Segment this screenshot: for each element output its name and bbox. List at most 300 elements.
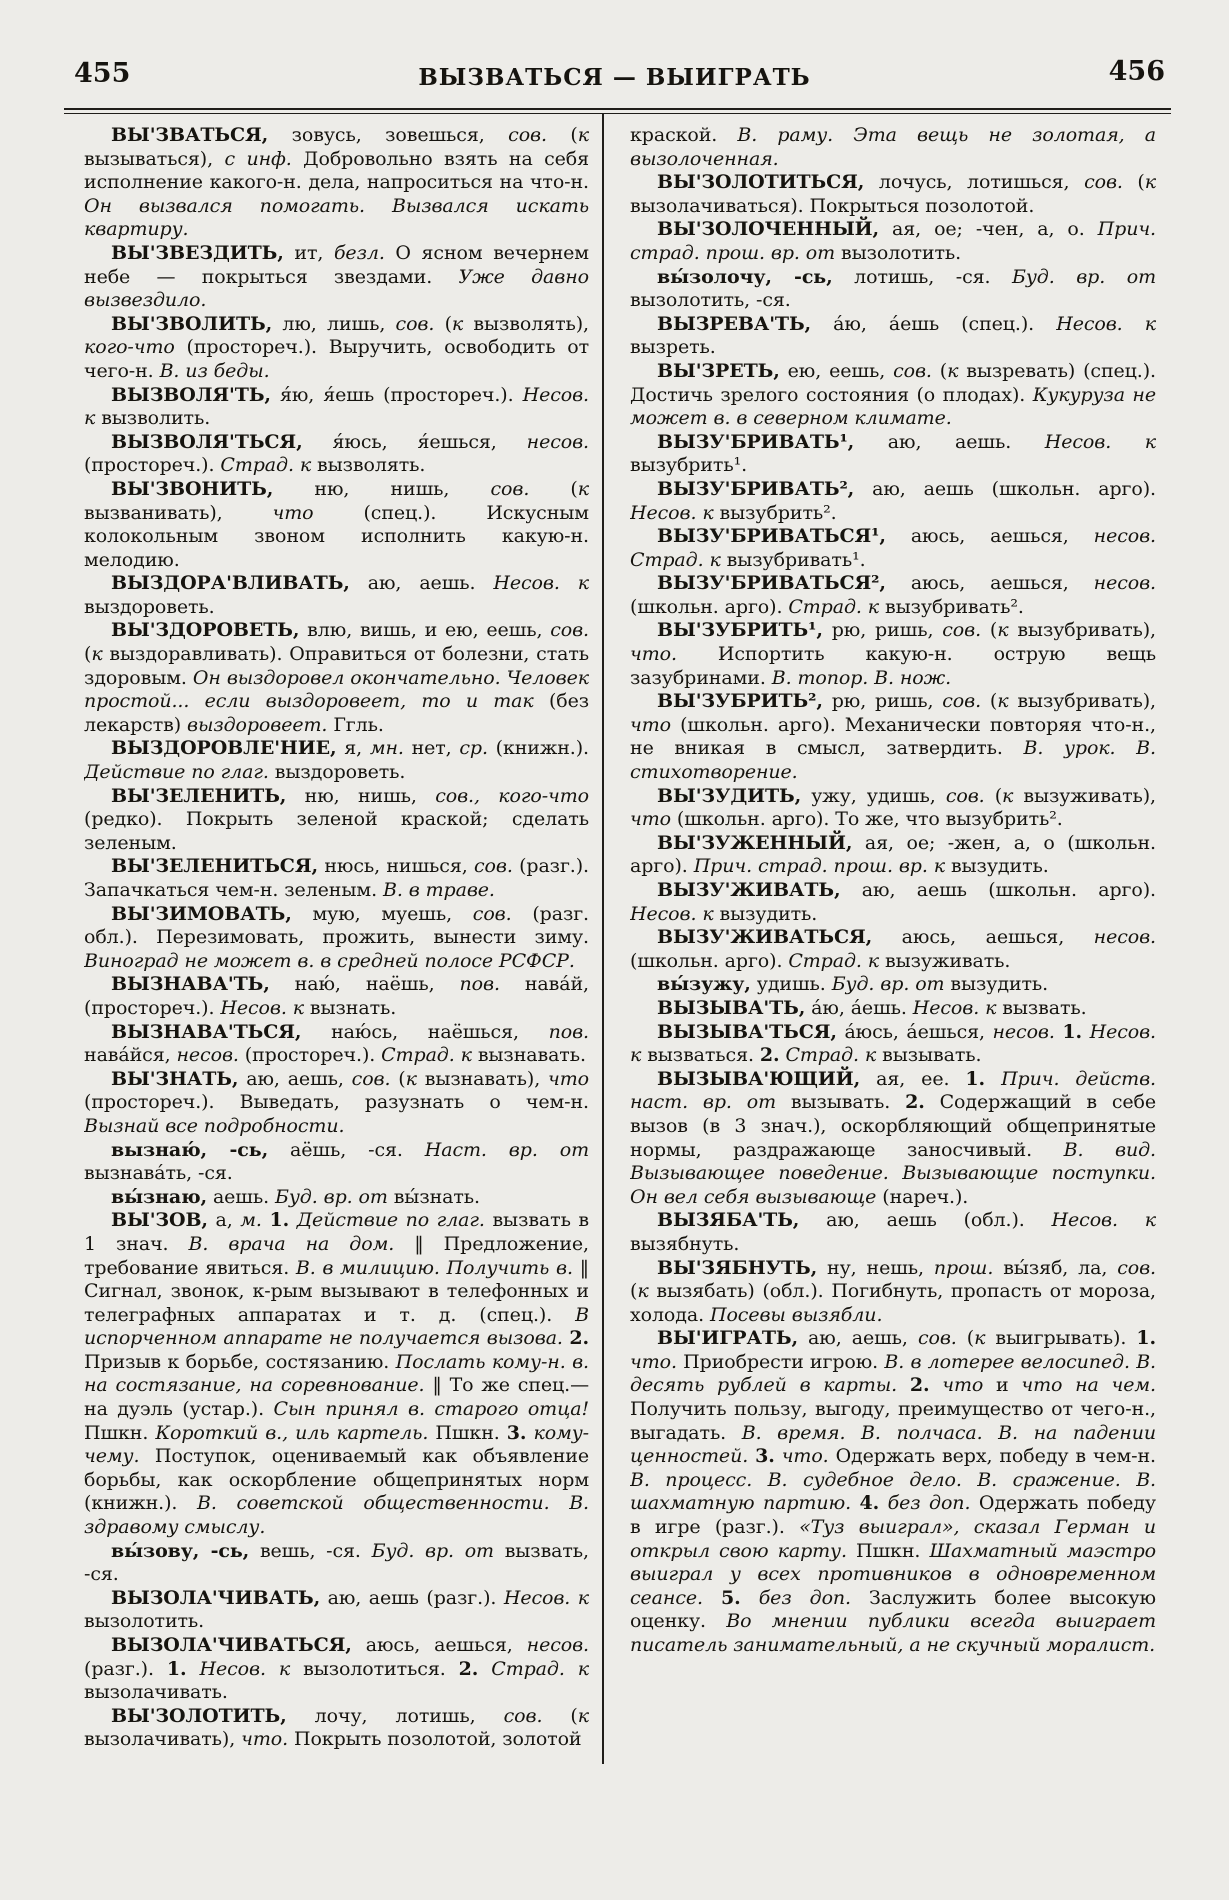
entry-regular-text: (без лекарств) [84, 690, 589, 736]
entry-regular-text: ( [630, 1280, 638, 1303]
entry-regular-text: ( [546, 124, 578, 146]
entry-regular-text: вы́зяб, ла, [993, 1256, 1118, 1279]
entry-italic-text: что. [630, 643, 677, 666]
entry-bold-text: 1. [965, 1067, 986, 1090]
entry-regular-text: влю, вишь, и ею, еешь, [299, 619, 551, 642]
entry-regular-text: выздоравливать). Оправиться от болезни, стать здоровым. [84, 643, 589, 689]
entry-italic-text: Буд. вр. от [275, 1185, 388, 1208]
entry-italic-text: что на чем. [1021, 1374, 1156, 1397]
dictionary-entry [84, 313, 589, 384]
entry-regular-text: вызолотиться. [290, 1657, 459, 1680]
dictionary-entry [84, 855, 589, 902]
entry-bold-text: ВЫ'ЗУБРИТЬ¹, [657, 619, 823, 642]
entry-italic-text: сов. [395, 312, 435, 335]
entry-italic-text: Он вызвался помогать. Вызвался искать квартиру. [84, 194, 589, 241]
entry-regular-text: Пшкн. [846, 1539, 930, 1562]
entry-regular-text: нет, [403, 737, 460, 760]
entry-italic-text: несов. [992, 1020, 1055, 1043]
entry-bold-text: ВЫЗУ'БРИВАТЬ¹, [657, 430, 855, 453]
entry-regular-text: вызнава́ть, -ся. [84, 1162, 233, 1185]
entry-regular-text: краской. [630, 124, 738, 146]
entry-bold-text: ВЫЗВОЛЯ'ТЬСЯ, [111, 430, 303, 453]
entry-italic-text: Шахматный маэстро выиграл у всех противников в одновременном сеансе. [630, 1539, 1156, 1609]
entry-regular-text: (спец.). Искусным колокольным звоном исполнить какую-н. мелодию. [84, 501, 589, 571]
entry-bold-text: ВЫЗЫВА'ЮЩИЙ, [657, 1067, 861, 1090]
entry-italic-text: Страд. к [788, 949, 880, 972]
entry-regular-text: вызубривать¹. [720, 548, 866, 571]
entry-italic-text: Буд. вр. от [371, 1539, 494, 1562]
entry-regular-text: (разг.). Запачкаться чем-н. зеленым. [84, 855, 589, 901]
entry-regular-text: ( [931, 359, 948, 382]
entry-bold-text: ВЫ'ЗУДИТЬ, [657, 784, 802, 807]
entry-italic-text: кого-что [84, 336, 175, 359]
entry-italic-text: м. [240, 1209, 262, 1232]
entry-regular-text: рю, ришь, [822, 690, 943, 713]
entry-regular-text: (простореч.). Выведать, разузнать о чем-н. [84, 1091, 589, 1114]
entry-italic-text: что. [781, 1445, 829, 1468]
entry-regular-text: наю́сь, наёшься, [301, 1020, 549, 1043]
entry-regular-text [289, 1209, 297, 1231]
entry-bold-text: 2. [905, 1091, 925, 1114]
entry-italic-text: к [1002, 784, 1014, 807]
entry-bold-text: 1. [1136, 1327, 1156, 1350]
entry-italic-text: к [451, 312, 464, 335]
entry-regular-text: ею, еешь, [779, 359, 894, 382]
entry-italic-text: несов. [1093, 572, 1156, 595]
entry-italic-text: Несов. к [1044, 430, 1156, 453]
entry-regular-text: вызудить. [945, 855, 1049, 878]
entry-italic-text: к [577, 124, 589, 146]
entry-italic-text: Несов. к [1051, 1209, 1156, 1232]
entry-bold-text: ВЫ'ЗОЛОТИТЬ, [111, 1704, 287, 1727]
dictionary-entry [630, 926, 1156, 973]
entry-bold-text: 3. [755, 1445, 775, 1468]
entry-regular-text: аю, аешь (обл.). [799, 1209, 1052, 1232]
entry-bold-text: ВЫ'ЗОЛОЧЕННЫЙ, [657, 218, 880, 241]
entry-regular-text: (нареч.). [876, 1185, 969, 1208]
entry-regular-text: О ясном вечернем небе — покрыться звездами. [84, 241, 589, 288]
entry-italic-text: несов. [526, 430, 589, 453]
entry-bold-text: ВЫ'ЗУЖЕННЫЙ, [657, 831, 853, 854]
entry-regular-text: Содержащий в себе вызов (в 3 знач.), оскорбляющий общепринятые нормы, раздражающе заносчивый. [630, 1091, 1156, 1161]
entry-regular-text: Добровольно взять на себя исполнение какого-н. дела, напроситься на что-н. [84, 147, 589, 194]
entry-regular-text: ая, ее. [860, 1067, 966, 1090]
entry-regular-text: ‖ Предложение, требование явиться. [84, 1232, 589, 1279]
entry-bold-text: ВЫ'ЗВОНИТЬ, [111, 477, 274, 500]
entry-italic-text: В. в милицию. Получить в. [295, 1256, 573, 1279]
entry-italic-text: Посевы вызябли. [709, 1303, 883, 1326]
dictionary-entry [630, 1021, 1156, 1068]
entry-bold-text: 3. [506, 1421, 527, 1444]
entry-regular-text [851, 1492, 859, 1514]
entry-regular-text: Испортить какую-н. острую вещь зазубринами. [630, 643, 1156, 689]
entry-regular-text [897, 1374, 910, 1396]
entry-regular-text: вызревать) (спец.). Достичь зрелого состояния (о плодах). [630, 359, 1156, 406]
entry-regular-text: ( [956, 1327, 975, 1350]
entry-italic-text: к [637, 1280, 649, 1303]
entry-regular-text: аю, аешь, [238, 1067, 352, 1090]
entry-regular-text: Пшкн. [428, 1421, 507, 1444]
entry-italic-text: В. в траве. [382, 879, 495, 901]
entry-regular-text: ит, [283, 241, 334, 264]
entry-italic-text: В. врача на дом. [188, 1232, 395, 1255]
entry-italic-text: с инф. [224, 147, 292, 170]
entry-italic-text: Несов. к [630, 501, 714, 524]
entry-regular-text: (простореч.). [84, 454, 221, 477]
entry-italic-text: Прич. страд. прош. вр. к [693, 855, 945, 878]
entry-regular-text: аюсь, аешься, [885, 525, 1094, 548]
entry-italic-text: Страд. к [785, 1044, 877, 1067]
entry-italic-text: Несов. к [84, 383, 589, 430]
entry-italic-text: к [997, 690, 1009, 713]
entry-italic-text: прош. [933, 1256, 994, 1279]
entry-italic-text: к [577, 1704, 589, 1727]
entry-italic-text: Виноград не может в. в средней полосе РСФСР. [84, 949, 575, 972]
entry-regular-text: (редко). Покрыть зеленой краской; сделать зеленым. [84, 808, 589, 854]
entry-bold-text: ВЫ'ЗОВ, [111, 1209, 208, 1232]
entry-italic-text: Несов. к [503, 1586, 589, 1609]
entry-regular-text: вызволить. [95, 407, 211, 430]
entry-italic-text: сов. [917, 1327, 957, 1350]
entry-italic-text: несов. Страд. к [630, 525, 1156, 571]
entry-bold-text: ВЫЗЯБА'ТЬ, [657, 1209, 800, 1232]
entry-regular-text: а́юсь, а́ешься, [836, 1020, 993, 1043]
entry-italic-text: Несов. к [630, 1020, 1156, 1067]
entry-regular-text: вызолотить. [835, 241, 962, 264]
entry-italic-text: Короткий в., иль картель. [155, 1421, 429, 1444]
entry-italic-text: выздоровеет. [186, 713, 328, 736]
entry-regular-text: вызубрить¹. [630, 454, 748, 477]
entry-italic-text: В. вид. Вызывающее поведение. Вызывающие поступки. Он вел себя вызывающе [630, 1138, 1156, 1208]
entry-italic-text: Несов. к [1056, 312, 1156, 335]
entry-regular-text: вызудить. [944, 973, 1049, 996]
entry-italic-text: сов. [503, 1704, 543, 1727]
entry-regular-text: я́ю, я́ешь (простореч.). [270, 383, 523, 406]
entry-italic-text: сов. [893, 359, 932, 382]
entry-regular-text: (школьн. арго). [630, 595, 789, 618]
entry-regular-text: ну, нешь, [817, 1256, 934, 1279]
entry-regular-text: вызубрить². [713, 501, 837, 524]
entry-regular-text: вызуживать. [879, 949, 1011, 972]
entry-regular-text [187, 1658, 200, 1680]
entry-italic-text: что [630, 713, 671, 736]
entry-regular-text: вызнавать), [416, 1067, 548, 1090]
entry-bold-text: ВЫЗДОРОВЛЕ'НИЕ, [111, 737, 337, 760]
entry-italic-text: к [947, 359, 959, 382]
entry-regular-text: ая, ое; -жен, а, о (школьн. арго). [630, 831, 1156, 878]
entry-bold-text: 1. [166, 1657, 187, 1680]
entry-bold-text: ВЫ'ЗДОРОВЕТЬ, [111, 619, 300, 642]
entry-italic-text: что [272, 501, 314, 524]
dictionary-entry [84, 1139, 589, 1186]
entry-regular-text: лотишь, -ся. [832, 265, 1012, 288]
entry-italic-text: В. в лотерее велосипед. В. десять рублей в карты. [630, 1350, 1156, 1397]
entry-italic-text: без доп. [887, 1492, 971, 1515]
entry-regular-text: Поступок, оцениваемый как объявление борьбы, как оскорбление общепринятых норм (книжн.). [84, 1445, 589, 1515]
entry-bold-text: вы́золочу, -сь, [657, 265, 833, 288]
entry-italic-text: что [942, 1374, 984, 1397]
entry-regular-text: вызубривать². [879, 595, 1024, 618]
entry-regular-text: вызываться), [84, 147, 225, 170]
dictionary-entry [630, 997, 1156, 1021]
entry-bold-text: ВЫ'ЗЯБНУТЬ, [657, 1256, 818, 1279]
entry-regular-text: вы́знать. [387, 1185, 480, 1208]
entry-bold-text: 4. [859, 1492, 880, 1515]
dictionary-entry [84, 1634, 589, 1705]
entry-italic-text: В. раму. Эта вещь не золотая, а вызолоченная. [630, 124, 1156, 170]
dictionary-entry [630, 525, 1156, 572]
entry-regular-text: вызубривать), [1008, 619, 1156, 642]
entry-bold-text: ВЫЗЫВА'ТЬСЯ, [657, 1020, 837, 1043]
entry-regular-text: ( [434, 312, 452, 335]
entry-regular-text: вызудить. [713, 902, 818, 925]
entry-regular-text: Пшкн. [84, 1421, 156, 1444]
dictionary-entry [630, 879, 1156, 926]
entry-italic-text: Несов. к [493, 572, 589, 595]
dictionary-entry [84, 1540, 589, 1587]
entry-italic-text: сов. [1084, 171, 1123, 194]
entry-bold-text: ВЫ'ЗЕЛЕНИТЬСЯ, [111, 855, 318, 878]
dictionary-entry [630, 266, 1156, 313]
entry-italic-text: Вызнай все подробности. [84, 1114, 345, 1137]
entry-italic-text: сов. [472, 902, 512, 925]
running-head: ВЫЗВАТЬСЯ — ВЫИГРАТЬ [418, 64, 811, 91]
entry-italic-text: Послать кому-н. в. на состязание, на соревнование. [84, 1350, 589, 1397]
entry-regular-text: вызреть. [630, 336, 716, 359]
entry-italic-text: к [577, 477, 589, 500]
entry-regular-text: аю, аешь (школьн. арго). [840, 879, 1156, 901]
entry-bold-text: ВЫЗВОЛЯ'ТЬ, [111, 383, 271, 406]
entry-regular-text [478, 1658, 491, 1680]
entry-regular-text: ню, нишь, [273, 477, 491, 500]
dictionary-entry [630, 313, 1156, 360]
dictionary-entry [84, 737, 589, 784]
entry-italic-text: сов. [550, 619, 589, 642]
entry-regular-text [879, 1492, 887, 1514]
entry-italic-text: к [997, 619, 1009, 642]
dictionary-entry [84, 1705, 589, 1752]
entry-italic-text: Прич. страд. прош. вр. от [630, 218, 1156, 264]
entry-regular-text: выздороветь. [84, 595, 215, 618]
entry-regular-text: Одержать верх, победу в чем-н. [828, 1445, 1156, 1468]
dictionary-entry [84, 478, 589, 572]
entry-italic-text: кому-чему. [84, 1421, 589, 1468]
entry-bold-text: 2. [569, 1327, 589, 1350]
entry-regular-text: вызолотить, -ся. [630, 289, 791, 312]
entry-italic-text: Страд. к [491, 1657, 589, 1680]
entry-italic-text: Страд. к [381, 1044, 472, 1067]
entry-bold-text: вы́знаю, [111, 1185, 207, 1208]
entry-regular-text: вызвать, -ся. [84, 1539, 589, 1586]
entry-regular-text [775, 1445, 782, 1467]
dictionary-entry [84, 384, 589, 431]
entry-regular-text: а, [207, 1209, 241, 1232]
entry-regular-text: аюсь, аешься, [351, 1634, 527, 1656]
entry-bold-text: ВЫЗНАВА'ТЬ, [111, 973, 270, 996]
entry-bold-text: ВЫЗУ'ЖИВАТЬСЯ, [657, 926, 873, 949]
entry-italic-text: сов. [1117, 1256, 1156, 1279]
entry-italic-text: В испорченном аппарате не получается вызова. [84, 1303, 589, 1350]
dictionary-entry [630, 124, 1156, 171]
entry-italic-text: Несов. к [199, 1657, 291, 1680]
entry-regular-text: вызолотить. [84, 1610, 205, 1633]
entry-regular-text: лю, лишь, [272, 312, 396, 335]
entry-italic-text: к [1144, 171, 1156, 194]
entry-regular-text: аю, аешь. [854, 430, 1045, 453]
entry-regular-text: зовусь, зовешься, [268, 124, 509, 146]
entry-regular-text: ню, нишь, [286, 784, 436, 807]
entry-bold-text: 1. [1062, 1020, 1083, 1043]
entry-regular-text: аюсь, аешься, [872, 926, 1094, 949]
dictionary-entry [630, 431, 1156, 478]
entry-regular-text: вызвать. [996, 996, 1087, 1019]
dictionary-entry [84, 903, 589, 974]
entry-bold-text: ВЫ'ЗОЛОТИТЬСЯ, [657, 171, 865, 194]
entry-italic-text: к [405, 1067, 417, 1090]
entry-bold-text: 2. [909, 1374, 930, 1397]
entry-regular-text: (школьн. арго). То же, что вызубрить². [670, 808, 1063, 831]
entry-regular-text: ( [529, 477, 578, 500]
dictionary-entry [630, 478, 1156, 525]
entry-italic-text: сов., кого-что [435, 784, 589, 807]
entry-bold-text: ВЫЗЫВА'ТЬ, [657, 996, 806, 1019]
entry-bold-text: ВЫЗУ'ЖИВАТЬ, [657, 879, 841, 901]
dictionary-entry [84, 124, 589, 242]
entry-regular-text [741, 1587, 759, 1609]
entry-italic-text: что [548, 1067, 589, 1090]
entry-regular-text: ужу, удишь, [801, 784, 946, 807]
entry-regular-text: ( [542, 1704, 578, 1727]
entry-regular-text: выигрывать). [985, 1327, 1137, 1350]
entry-italic-text: ср. [459, 737, 488, 760]
entry-italic-text: В. советской общественности. В. здравому смыслу. [84, 1492, 589, 1539]
entry-regular-text: аешь. [207, 1185, 275, 1208]
entry-regular-text: наю́, наёшь, [269, 973, 460, 996]
dictionary-entry [84, 1068, 589, 1139]
entry-regular-text: Ггль. [327, 713, 384, 736]
entry-bold-text: ВЫ'ИГРАТЬ, [657, 1327, 798, 1350]
entry-regular-text: лочусь, лотишься, [864, 171, 1085, 194]
entry-bold-text: ВЫ'ЗВАТЬСЯ, [111, 124, 269, 146]
entry-regular-text [1082, 1021, 1090, 1043]
entry-italic-text: Уже давно вызвездило. [84, 265, 589, 312]
entry-italic-text: сов. [508, 124, 547, 146]
dictionary-entry [630, 1257, 1156, 1328]
entry-italic-text: В. топор. В. нож. [771, 666, 952, 689]
entry-regular-text: ( [984, 784, 1003, 807]
entry-bold-text: вы́зужу, [657, 973, 751, 996]
entry-regular-text: нава́й, (простореч.). [84, 973, 589, 1019]
entry-regular-text: а́ю, а́ешь (спец.). [811, 312, 1057, 335]
entry-bold-text: 5. [721, 1586, 741, 1609]
entry-regular-text: вызволять. [311, 454, 426, 477]
entry-bold-text: ВЫЗДОРА'ВЛИВАТЬ, [111, 572, 350, 595]
entry-regular-text: ( [981, 690, 998, 713]
entry-italic-text: сов. [942, 619, 982, 642]
entry-italic-text: Несов. к [630, 902, 714, 925]
left-column [84, 124, 589, 1804]
entry-regular-text: вызвать в 1 знач. [84, 1209, 589, 1255]
entry-italic-text: Страд. к [220, 454, 312, 477]
dictionary-entry [84, 1021, 589, 1068]
entry-regular-text: ( [1122, 171, 1145, 194]
entry-italic-text: Он выздоровел окончательно. Человек простой... если выздоровеет, то и так [84, 666, 589, 713]
dictionary-entry [84, 572, 589, 619]
entry-regular-text: удишь. [750, 973, 832, 996]
entry-regular-text: (простореч.). [238, 1044, 382, 1067]
entry-regular-text: вызванивать), [84, 501, 273, 524]
entry-italic-text: что [630, 808, 671, 831]
entry-regular-text: ( [981, 619, 998, 642]
entry-italic-text: к [974, 1327, 986, 1350]
entry-bold-text: ВЫ'ЗНАТЬ, [111, 1067, 239, 1090]
dictionary-entry [630, 1327, 1156, 1657]
entry-italic-text: Несов. к [220, 996, 304, 1019]
entry-italic-text: что. [241, 1728, 289, 1751]
entry-regular-text: вызуживать), [1013, 784, 1156, 807]
entry-italic-text: Страд. к [788, 595, 880, 618]
page-number-right: 456 [1108, 56, 1165, 87]
entry-regular-text: вызнавать. [471, 1044, 586, 1067]
entry-italic-text: сов. [942, 690, 982, 713]
entry-italic-text: без доп. [758, 1586, 851, 1609]
entry-bold-text: ВЫ'ЗЕЛЕНИТЬ, [111, 784, 287, 807]
entry-regular-text: ‖ То же спец.—на дуэль (устар.). [84, 1374, 589, 1421]
dictionary-entry [84, 619, 589, 737]
entry-regular-text: я, [336, 737, 370, 760]
entry-bold-text: ВЫЗУ'БРИВАТЬСЯ², [657, 572, 886, 595]
entry-bold-text: 2. [759, 1044, 780, 1067]
entry-italic-text: сов. [945, 784, 985, 807]
entry-regular-text: вызволять), [463, 312, 589, 335]
dictionary-entry [630, 619, 1156, 690]
entry-regular-text [703, 1587, 721, 1609]
entry-regular-text: вешь, -ся. [249, 1539, 372, 1562]
entry-regular-text: нава́йся, [84, 1044, 177, 1067]
dictionary-entry [630, 171, 1156, 218]
dictionary-entry [630, 360, 1156, 431]
entry-regular-text: Покрыть позолотой, золотой [288, 1728, 582, 1751]
entry-bold-text: ВЫЗРЕВА'ТЬ, [657, 312, 812, 335]
entry-regular-text: Призыв к борьбе, состязанию. [84, 1350, 396, 1373]
entry-italic-text: Кукуруза не может в. в северном климате. [630, 383, 1156, 430]
entry-regular-text: вызубривать), [1008, 690, 1156, 713]
entry-italic-text: Несов. к [912, 996, 997, 1019]
entry-bold-text: ВЫЗОЛА'ЧИВАТЬ, [111, 1586, 321, 1609]
dictionary-entry [84, 785, 589, 856]
entry-regular-text: вызывать. [776, 1091, 906, 1114]
dictionary-entry [84, 242, 589, 313]
entry-regular-text: и [983, 1374, 1022, 1397]
entry-bold-text: ВЫЗОЛА'ЧИВАТЬСЯ, [111, 1634, 352, 1656]
entry-regular-text: рю, ришь, [822, 619, 943, 642]
dictionary-entry [630, 572, 1156, 619]
entry-italic-text: несов. [1093, 926, 1156, 949]
entry-regular-text: аю, аешь. [349, 572, 494, 595]
entry-regular-text: (разг.). [84, 1657, 167, 1680]
entry-bold-text: ВЫ'ЗРЕТЬ, [657, 359, 780, 382]
entry-regular-text: вызолачиваться). Покрыться позолотой. [630, 194, 1035, 217]
entry-regular-text: вызябать) (обл.). Погибнуть, пропасть от мороза, холода. [630, 1280, 1156, 1326]
entry-regular-text: вызябнуть. [630, 1232, 740, 1255]
column-divider-rule [602, 114, 604, 1764]
entry-regular-text: ая, ое; -чен, а, о. [879, 218, 1098, 241]
dictionary-entry [630, 832, 1156, 879]
entry-italic-text: несов. [526, 1634, 589, 1656]
entry-italic-text: Наст. вр. от [424, 1138, 589, 1161]
entry-regular-text: аёшь, -ся. [268, 1138, 425, 1161]
entry-regular-text: выздороветь. [268, 761, 406, 784]
